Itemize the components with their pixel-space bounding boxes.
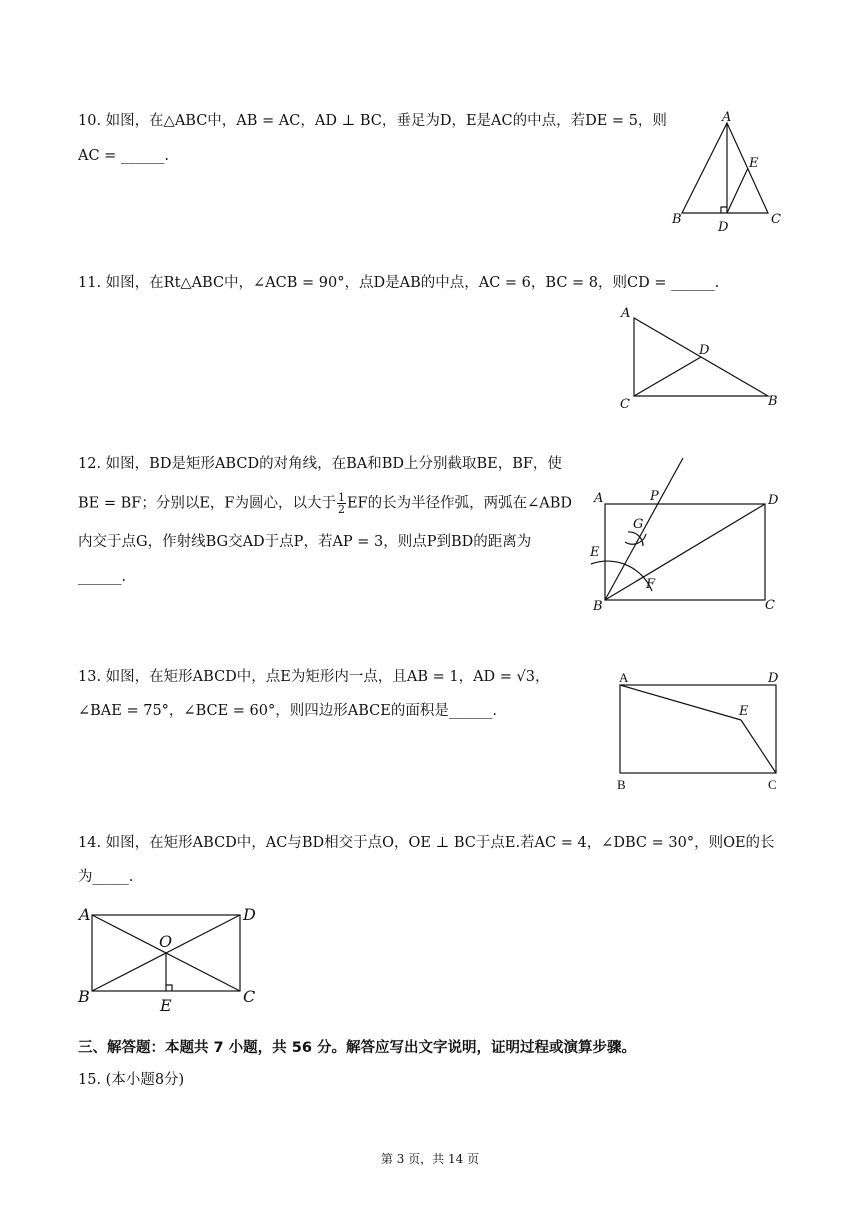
fraction-numerator: 1 [337,491,345,504]
label-c: C [243,987,256,1006]
question-14-line1: 14. 如图，在矩形ABCD中，AC与BD相交于点O，OE ⊥ BC于点E.若AC = 4，∠DBC = 30°，则OE的长 [78,835,775,851]
figure-q14-rectangle-diagonals [74,898,274,1018]
question-12-line2-post: EF的长为半径作弧，两弧在∠ABD [346,495,573,512]
figure-q11-right-triangle [612,300,787,420]
label-a: A [722,110,732,125]
label-e: E [739,704,749,719]
figure-q13-rectangle [608,668,788,793]
label-c: C [765,598,775,613]
question-10-line1: 10. 如图，在△ABC中，AB = AC，AD ⊥ BC，垂足为D，E是AC的中点，若DE = 5，则 [78,113,667,129]
label-a: A [619,670,629,685]
fraction-denominator: 2 [337,503,345,516]
question-12-line2 [78,492,572,515]
label-e: E [590,545,600,560]
label-d: D [243,905,256,924]
label-b: B [672,212,682,227]
question-12-line1: 12. 如图，BD是矩形ABCD的对角线，在BA和BD上分别截取BE，BF，使 [78,456,562,472]
label-a: A [79,905,91,924]
label-o: O [159,932,173,951]
label-c: C [768,777,777,792]
label-b: B [593,599,603,614]
question-13-line2: ∠BAE = 75°，∠BCE = 60°，则四边形ABCE的面积是______. [78,703,497,719]
label-c: C [620,397,630,412]
label-d: D [768,671,779,686]
label-e: E [749,156,759,171]
question-11-line1: 11. 如图，在Rt△ABC中，∠ACB = 90°，点D是AB的中点，AC = 6，BC = 8，则CD = ______. [78,275,720,291]
question-15-heading: 15. (本小题8分) [78,1072,185,1088]
label-d: D [718,220,729,235]
label-b: B [768,394,778,409]
label-b: B [78,987,90,1006]
label-a: A [594,491,604,506]
question-12-line3: 内交于点G，作射线BG交AD于点P，若AP = 3，则点P到BD的距离为 [78,534,532,550]
label-e: E [160,996,172,1015]
question-12-line4: ______. [78,569,127,585]
section-3-heading: 三、解答题：本题共 7 小题，共 56 分。解答应写出文字说明，证明过程或演算步骤。 [78,1040,636,1056]
question-10-line2: AC = ______. [78,148,170,164]
label-f: F [646,577,656,592]
question-12-line2-pre: BE = BF；分别以E，F为圆心，以大于 [78,495,336,512]
label-a: A [621,306,631,321]
label-d: D [699,343,710,358]
figure-q12-rectangle-bisector [588,452,788,622]
question-13-line1: 13. 如图，在矩形ABCD中，点E为矩形内一点，且AB = 1，AD = √3， [78,669,550,685]
label-b: B [617,777,626,792]
label-p: P [650,489,659,504]
label-d: D [768,493,779,508]
page-footer: 第 3 页，共 14 页 [380,1152,480,1166]
label-g: G [633,517,644,532]
fraction-one-half [337,492,346,515]
label-c: C [771,212,781,227]
figure-q10-isosceles-triangle [660,105,790,235]
question-14-line2: 为_____. [78,869,134,885]
